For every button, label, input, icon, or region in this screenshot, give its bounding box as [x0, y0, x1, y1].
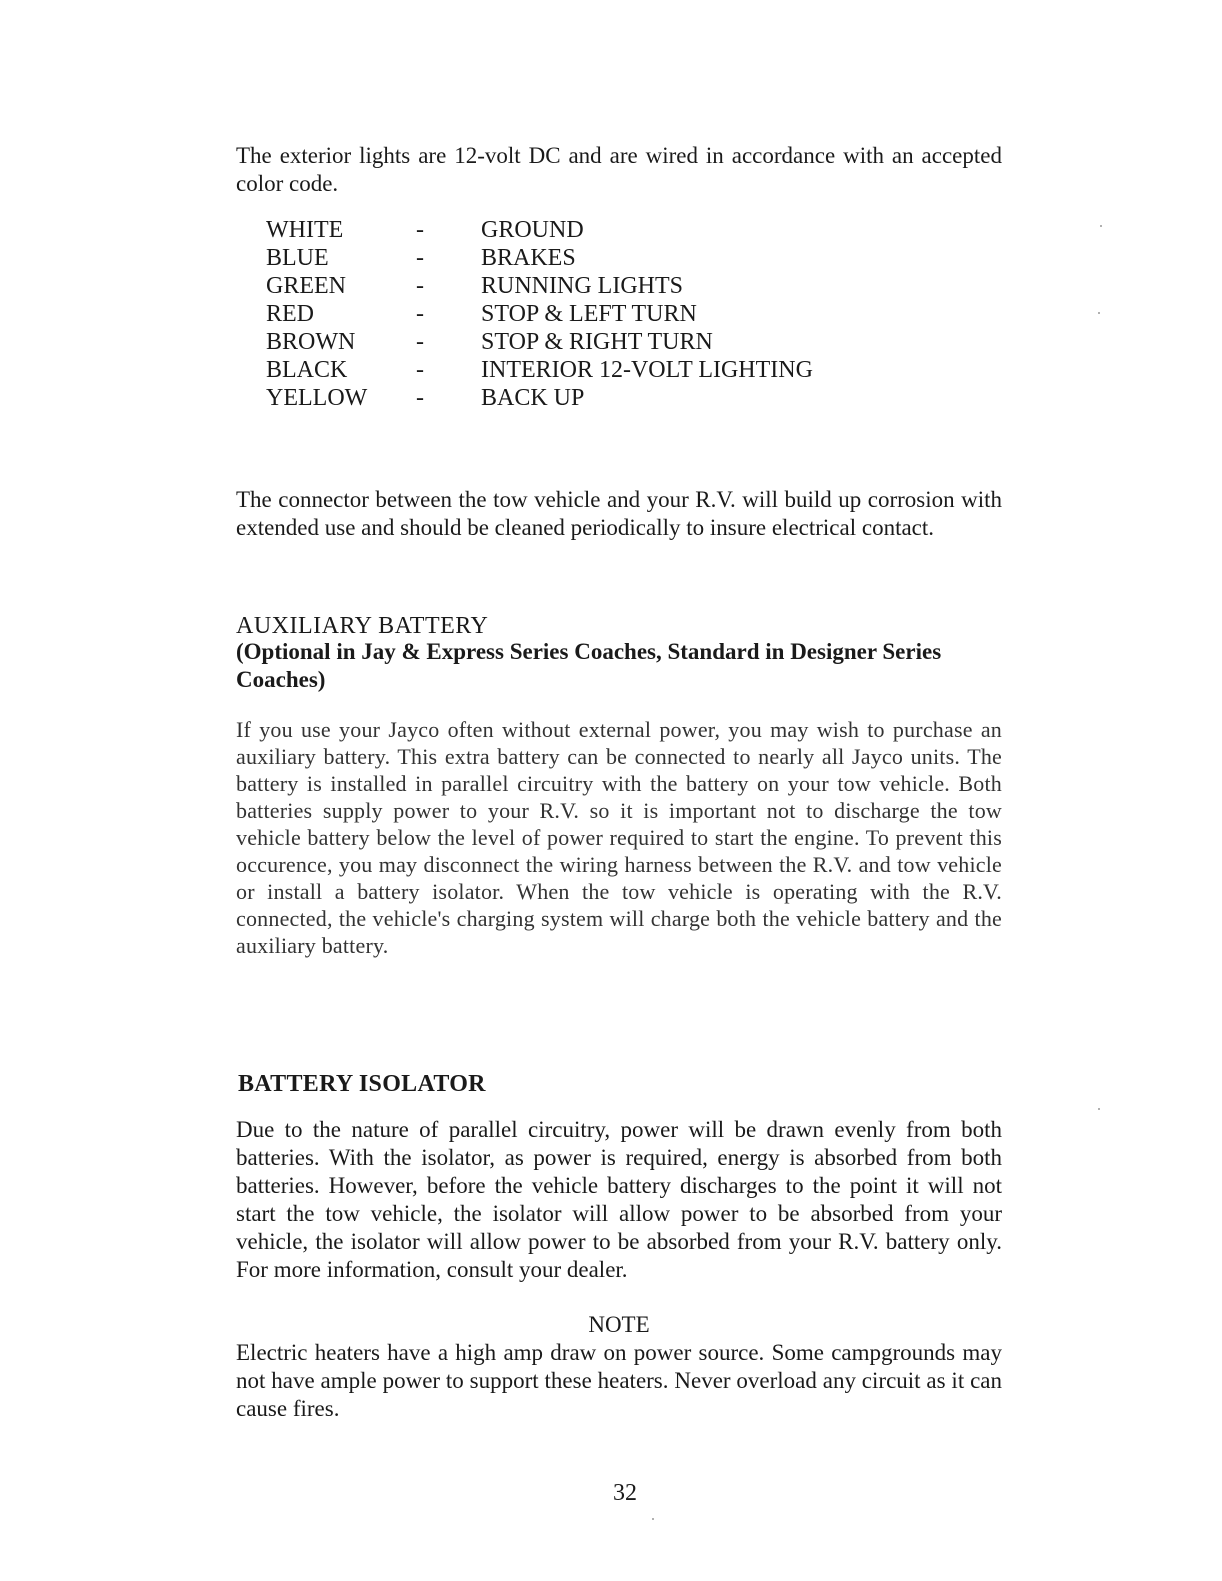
scan-speck	[652, 1518, 654, 1520]
auxiliary-battery-heading: AUXILIARY BATTERY	[236, 613, 489, 639]
note-paragraph: Electric heaters have a high amp draw on power source. Some campgrounds may not have ample power to support these heaters. Never overload any circuit as it can cause fires.	[236, 1340, 1002, 1421]
page-number: 32	[613, 1480, 637, 1506]
intro-paragraph: The exterior lights are 12-volt DC and are wired in accordance with an accepted color code.	[236, 143, 1002, 196]
auxiliary-battery-subheading: (Optional in Jay & Express Series Coaches, Standard in Designer Series Coaches)	[236, 639, 942, 692]
wire-function: STOP & RIGHT TURN	[481, 329, 713, 355]
color-code-list	[266, 216, 901, 412]
battery-isolator-paragraph: Due to the nature of parallel circuitry, power will be drawn evenly from both batteries. With the isolator, as power is required, energy is absorbed from both batteries. However, before the vehicle battery discharges to the point it will not start the tow vehicle, the isolator will allow power to be absorbed from your vehicle, the isolator will allow power to be absorbed from your R.V. battery only. For more information, consult your dealer.	[236, 1117, 1002, 1282]
color-code-row	[266, 272, 901, 300]
wire-function: BRAKES	[481, 245, 576, 271]
color-code-row	[266, 356, 901, 384]
separator-dash: -	[416, 217, 424, 243]
scan-speck	[1098, 312, 1100, 314]
color-code-row	[266, 244, 901, 272]
separator-dash: -	[416, 357, 424, 383]
wire-function: INTERIOR 12-VOLT LIGHTING	[481, 357, 813, 383]
color-code-row	[266, 328, 901, 356]
wire-function: STOP & LEFT TURN	[481, 301, 697, 327]
battery-isolator-heading: BATTERY ISOLATOR	[238, 1071, 486, 1097]
wire-color: WHITE	[266, 217, 344, 243]
wire-color: BLACK	[266, 357, 348, 383]
separator-dash: -	[416, 245, 424, 271]
note-title: NOTE	[588, 1312, 650, 1337]
wire-function: RUNNING LIGHTS	[481, 273, 683, 299]
wire-color: BROWN	[266, 329, 356, 355]
connector-paragraph: The connector between the tow vehicle and your R.V. will build up corrosion with extended use and should be cleaned periodically to insure electrical contact.	[236, 487, 1002, 540]
color-code-row	[266, 216, 901, 244]
separator-dash: -	[416, 301, 424, 327]
wire-function: GROUND	[481, 217, 584, 243]
scan-speck	[1098, 1108, 1100, 1110]
color-code-row	[266, 384, 901, 412]
wire-function: BACK UP	[481, 385, 585, 411]
separator-dash: -	[416, 329, 424, 355]
wire-color: RED	[266, 301, 314, 327]
separator-dash: -	[416, 385, 424, 411]
wire-color: YELLOW	[266, 385, 368, 411]
separator-dash: -	[416, 273, 424, 299]
wire-color: BLUE	[266, 245, 329, 271]
scan-speck	[1100, 225, 1102, 227]
wire-color: GREEN	[266, 273, 346, 299]
color-code-row	[266, 300, 901, 328]
auxiliary-battery-paragraph: If you use your Jayco often without external power, you may wish to purchase an auxiliary battery. This extra battery can be connected to nearly all Jayco units. The battery is installed in parallel circuitry with the battery on your tow vehicle. Both batteries supply power to your R.V. so it is important not to discharge the tow vehicle battery below the level of power required to start the engine. To prevent this occurence, you may disconnect the wiring harness between the R.V. and tow vehicle or install a battery isolator. When the tow vehicle is operating with the R.V. connected, the vehicle's charging system will charge both the vehicle battery and the auxiliary battery.	[236, 717, 1002, 958]
